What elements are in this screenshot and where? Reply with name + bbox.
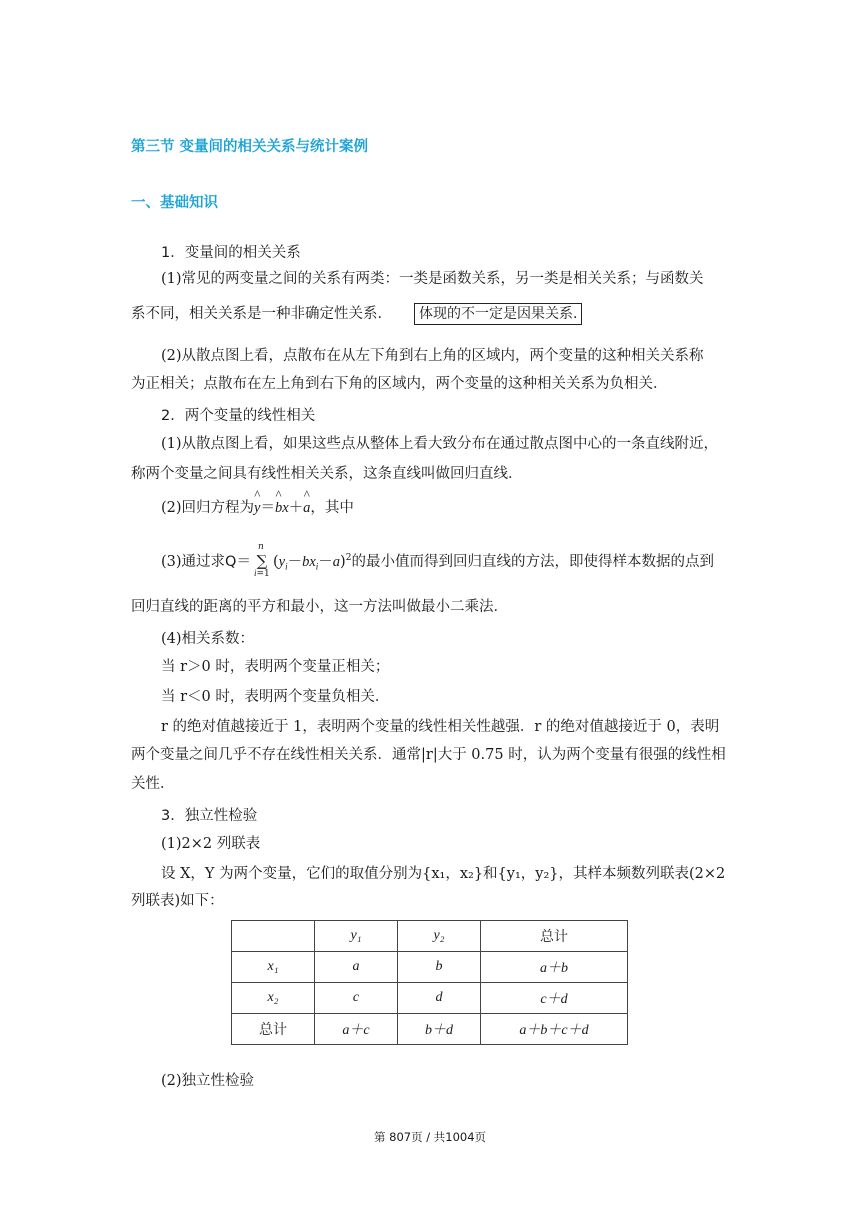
table-cell: d <box>398 983 481 1014</box>
paragraph-text: 系不同，相关关系是一种非确定性关系． <box>131 306 392 322</box>
paragraph-line: (1)从散点图上看，如果这些点从整体上看大致分布在通过散点图中心的一条直线附近， <box>161 436 719 452</box>
paragraph-line: 回归直线的距离的平方和最小，这一方法叫做最小二乘法． <box>131 599 508 615</box>
regression-equation-line: (2)回归方程为^ y＝^ bx＋^ a，其中 <box>161 498 354 518</box>
subsection-heading-1: 1．变量间的相关关系 <box>161 245 301 261</box>
table-cell: c＋d <box>481 983 628 1014</box>
paragraph-line: 为正相关；点散布在左上角到右下角的区域内，两个变量的这种相关关系为负相关． <box>131 376 668 392</box>
table-cell: a＋b＋c＋d <box>481 1014 628 1045</box>
paragraph-line: (2)从散点图上看，点散布在从左下角到右上角的区域内，两个变量的这种相关关系称 <box>161 348 704 364</box>
a-hat: ^ a <box>303 498 310 518</box>
boxed-note: 体现的不一定是因果关系. <box>414 303 582 325</box>
table-header-row <box>232 921 628 952</box>
paragraph-line: (1)常见的两变量之间的关系有两类：一类是函数关系，另一类是相关关系；与函数关 <box>161 271 704 287</box>
contingency-table <box>231 920 628 1045</box>
table-cell <box>232 921 315 952</box>
y-hat: ^ y <box>254 498 260 518</box>
paragraph-line: 列联表)如下： <box>131 893 224 909</box>
section-heading: 一、基础知识 <box>131 195 218 211</box>
table-row <box>232 952 628 983</box>
table-cell: a＋c <box>315 1014 398 1045</box>
table-cell: b <box>398 952 481 983</box>
page-footer: 第 807页 / 共1004页 <box>373 1130 487 1144</box>
paragraph-line: 当 r＞0 时，表明两个变量正相关； <box>161 659 390 675</box>
paragraph-line: 关性． <box>131 776 175 792</box>
table-cell: c <box>315 983 398 1014</box>
table-cell: a <box>315 952 398 983</box>
table-cell: x₁ <box>232 952 315 983</box>
table-cell: b＋d <box>398 1014 481 1045</box>
subsection-heading-2: 2．两个变量的线性相关 <box>161 408 316 424</box>
table-row <box>232 983 628 1014</box>
b-hat: ^ b <box>275 498 282 518</box>
table-cell: y₂ <box>398 921 481 952</box>
paragraph-line: 两个变量之间几乎不存在线性相关关系．通常|r|大于 0.75 时，认为两个变量有很强的线性相 <box>131 747 726 763</box>
table-cell: 总计 <box>232 1014 315 1045</box>
paragraph-line: r 的绝对值越接近于 1，表明两个变量的线性相关性越强．r 的绝对值越接近于 0，表明 <box>161 719 720 735</box>
paragraph-line: (2)独立性检验 <box>161 1073 255 1089</box>
summation-symbol: n ∑ i=1 <box>253 541 270 579</box>
paragraph-line: (1)2×2 列联表 <box>161 836 261 852</box>
table-cell: x₂ <box>232 983 315 1014</box>
paragraph-line: 设 X，Y 为两个变量，它们的取值分别为{x₁，x₂}和{y₁，y₂}，其样本频数列联表(2×2 <box>161 866 726 882</box>
paragraph-line: (4)相关系数： <box>161 631 255 647</box>
table-row <box>232 1014 628 1045</box>
table-cell: 总计 <box>481 921 628 952</box>
paragraph-line: 称两个变量之间具有线性相关关系，这条直线叫做回归直线． <box>131 466 523 482</box>
paragraph-line <box>131 303 582 325</box>
least-squares-line: (3)通过求Q＝ n ∑ i=1 $(y_i-bx_i-a)^2$的最小值而得到回归直线的方法，即使得样本数据的点到 <box>161 541 714 579</box>
page-title: 第三节 变量间的相关关系与统计案例 <box>131 139 369 155</box>
table-cell: y₁ <box>315 921 398 952</box>
table-cell: a＋b <box>481 952 628 983</box>
paragraph-line: 当 r＜0 时，表明两个变量负相关． <box>161 689 390 705</box>
subsection-heading-3: 3．独立性检验 <box>161 808 258 824</box>
